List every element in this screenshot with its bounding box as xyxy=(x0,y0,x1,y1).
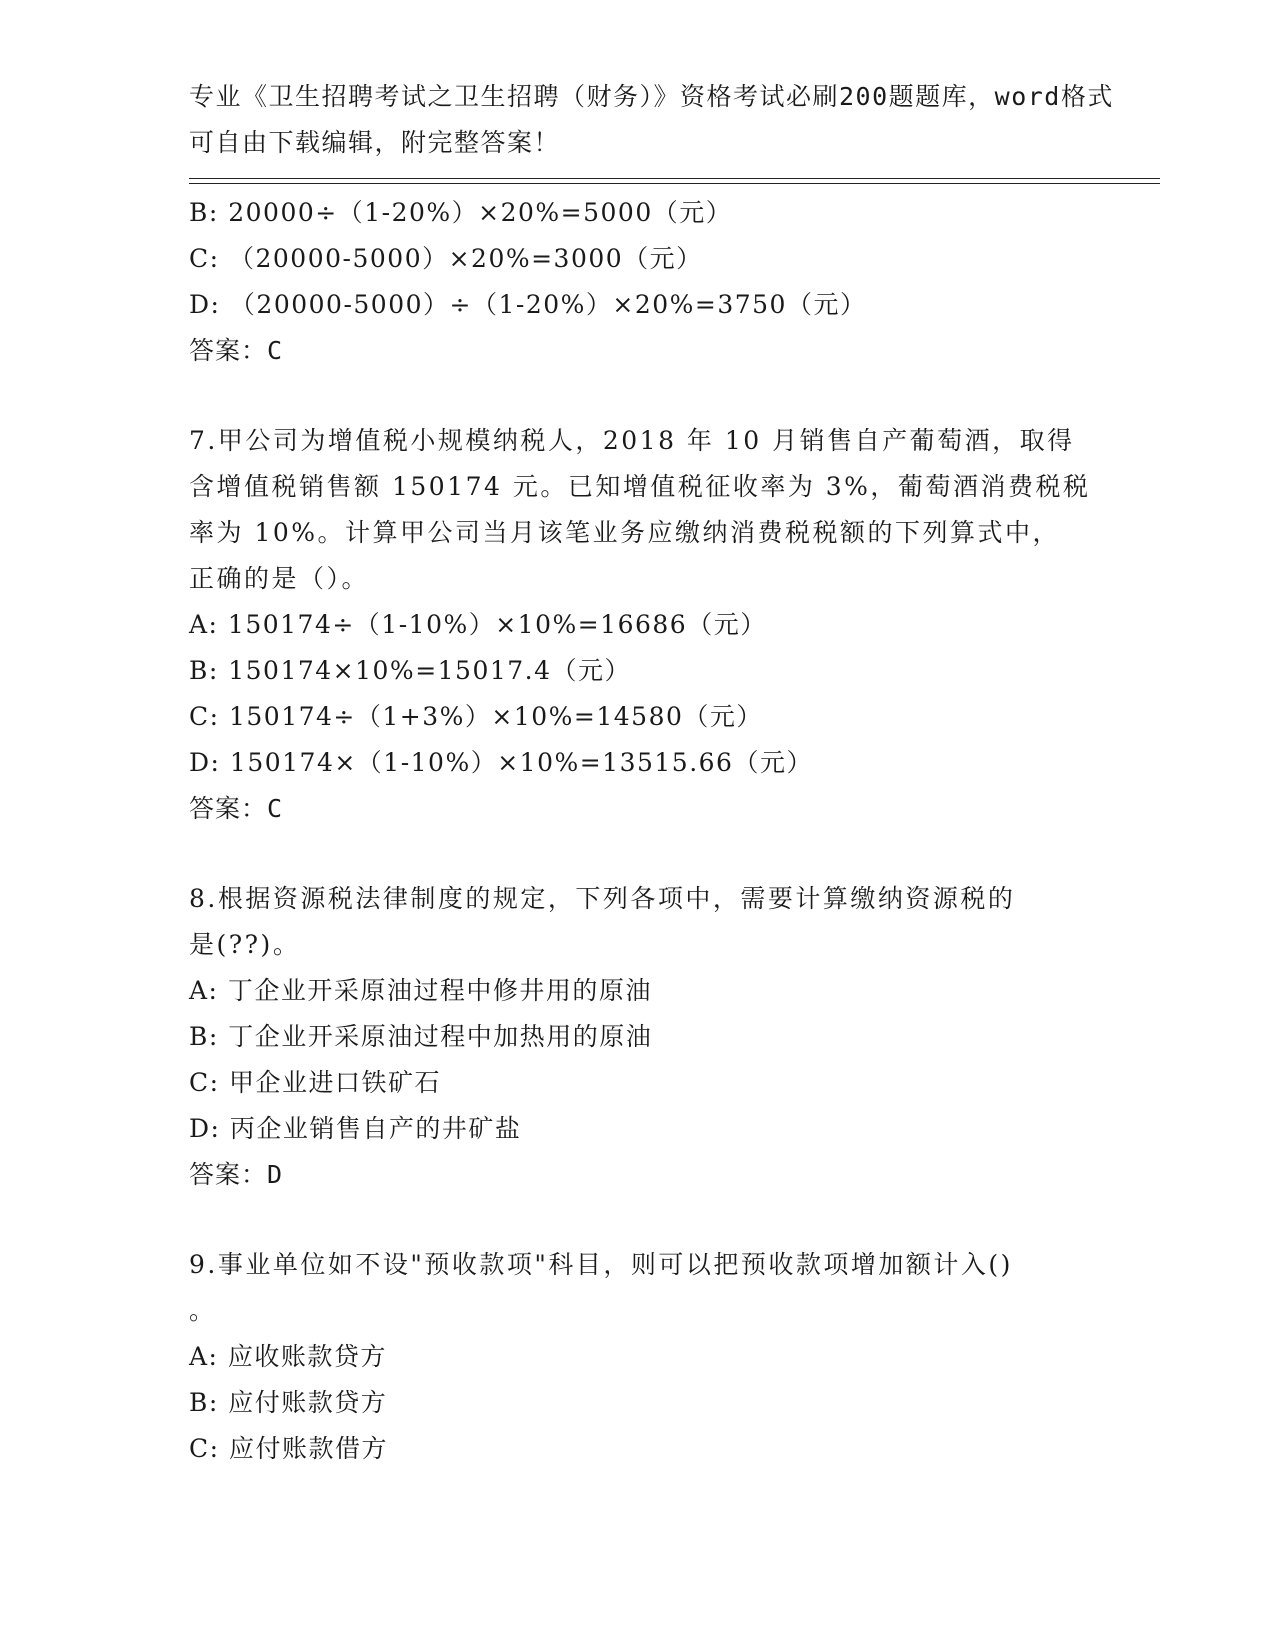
option-c: C: 甲企业进口铁矿石 xyxy=(189,1068,441,1097)
option-c: C: 150174÷（1+3%）×10%=14580（元） xyxy=(189,702,763,731)
question-stem-line: 8.根据资源税法律制度的规定，下列各项中，需要计算缴纳资源税的 xyxy=(189,884,1016,913)
option-c: C: 应付账款借方 xyxy=(189,1434,388,1463)
question-stem-line: 率为 10%。计算甲公司当月该笔业务应缴纳消费税税额的下列算式中， xyxy=(189,518,1061,547)
option-b: B: 20000÷（1-20%）×20%=5000（元） xyxy=(189,198,733,227)
spacer xyxy=(189,374,1089,418)
answer-label: 答案： xyxy=(189,794,268,823)
option-b: B: 应付账款贷方 xyxy=(189,1388,388,1417)
answer-label: 答案： xyxy=(189,336,268,365)
option-a: A: 丁企业开采原油过程中修井用的原油 xyxy=(189,976,652,1005)
option-b: B: 150174×10%=15017.4（元） xyxy=(189,656,632,685)
answer-value: C xyxy=(267,336,284,365)
header-rule-top xyxy=(189,178,1160,179)
question-6-tail xyxy=(189,190,1089,374)
answer xyxy=(189,786,1089,832)
option-d: D: 150174×（1-10%）×10%=13515.66（元） xyxy=(189,748,813,777)
answer-label: 答案： xyxy=(189,1160,268,1189)
answer xyxy=(189,1152,1089,1198)
option-a: A: 应收账款贷方 xyxy=(189,1342,387,1371)
question-9 xyxy=(189,1242,1089,1472)
answer xyxy=(189,328,1089,374)
option-d: D: 丙企业销售自产的井矿盐 xyxy=(189,1114,522,1143)
spacer xyxy=(189,832,1089,876)
option-c: C: （20000-5000）×20%=3000（元） xyxy=(189,244,703,273)
option-a: A: 150174÷（1-10%）×10%=16686（元） xyxy=(189,610,767,639)
question-8 xyxy=(189,876,1089,1198)
page-header xyxy=(189,74,1114,166)
header-line-2: 可自由下载编辑，附完整答案！ xyxy=(189,128,561,157)
header-rule-bottom xyxy=(189,183,1160,184)
question-7 xyxy=(189,418,1089,832)
question-stem-line: 。 xyxy=(189,1296,217,1325)
answer-value: D xyxy=(267,1160,284,1189)
answer-value: C xyxy=(267,794,284,823)
question-content xyxy=(189,190,1089,1472)
question-stem-line: 7.甲公司为增值税小规模纳税人，2018 年 10 月销售自产葡萄酒，取得 xyxy=(189,426,1075,455)
question-stem-line: 9.事业单位如不设"预收款项"科目，则可以把预收款项增加额计入() xyxy=(189,1250,1013,1279)
question-stem-line: 是(??)。 xyxy=(189,930,301,959)
question-stem-line: 含增值税销售额 150174 元。已知增值税征收率为 3%，葡萄酒消费税税 xyxy=(189,472,1091,501)
option-d: D: （20000-5000）÷（1-20%）×20%=3750（元） xyxy=(189,290,867,319)
option-b: B: 丁企业开采原油过程中加热用的原油 xyxy=(189,1022,653,1051)
question-stem-line: 正确的是（）。 xyxy=(189,564,370,593)
header-line-1: 专业《卫生招聘考试之卫生招聘（财务）》资格考试必刷200题题库，word格式 xyxy=(189,82,1114,111)
spacer xyxy=(189,1198,1089,1242)
